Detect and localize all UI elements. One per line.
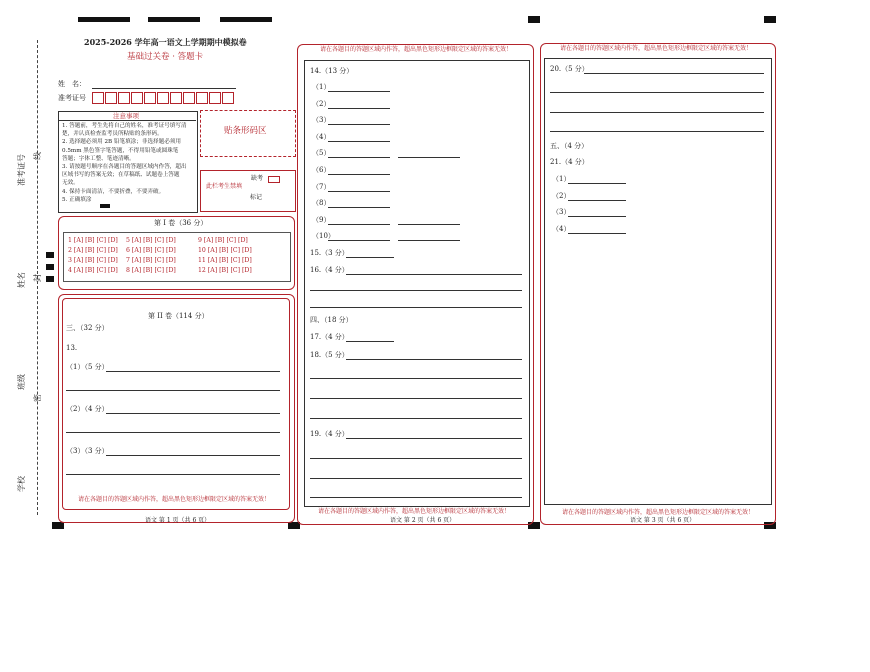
- answer-line[interactable]: [550, 92, 764, 93]
- absent-box: [200, 170, 296, 212]
- absent-forbidden-label: 此栏考生禁填: [206, 183, 243, 190]
- timing-mark: [148, 17, 200, 22]
- answer-line[interactable]: [346, 341, 394, 342]
- q14-sub-label: （5）: [312, 149, 331, 158]
- id-cell[interactable]: [118, 92, 130, 104]
- timing-mark: [52, 522, 64, 529]
- warning-text: 请在各题目的答题区域内作答，超出黑色矩形边框限定区域的答案无效！: [562, 509, 755, 516]
- answer-line[interactable]: [106, 371, 280, 372]
- q21-sub-label: （2）: [552, 191, 571, 200]
- choice-item[interactable]: 8 [A] [B] [C] [D]: [126, 267, 176, 274]
- id-cell[interactable]: [92, 92, 104, 104]
- absent-checkbox[interactable]: [268, 176, 280, 183]
- choice-item[interactable]: 2 [A] [B] [C] [D]: [68, 247, 118, 254]
- answer-line[interactable]: [310, 458, 522, 459]
- q18-label: 18.（5 分）: [310, 351, 349, 359]
- answer-line[interactable]: [568, 216, 626, 217]
- notice-item: 0.5mm 黑色签字笔答题，不得用铅笔或圆珠笔: [62, 147, 179, 154]
- choice-item[interactable]: 6 [A] [B] [C] [D]: [126, 247, 176, 254]
- q14-sub-label: （3）: [312, 116, 331, 125]
- answer-line[interactable]: [106, 455, 280, 456]
- timing-mark: [528, 16, 540, 23]
- part4-title: 四、（18 分）: [310, 316, 353, 324]
- notice-item: 楚，并认真检查监考员所粘贴的条形码。: [62, 131, 163, 138]
- q13-sub2: （2）（4 分）: [66, 405, 109, 413]
- mark-label: 标记: [250, 194, 263, 201]
- q20-label: 20.（5 分）: [550, 65, 589, 73]
- side-label-school: 学校: [17, 476, 26, 492]
- answer-line[interactable]: [328, 224, 390, 225]
- answer-line[interactable]: [310, 398, 522, 399]
- fill-sample: [100, 204, 110, 208]
- notice-item: 2. 选择题必须用 2B 铅笔填涂；非选择题必须用: [62, 139, 182, 146]
- notice-item: 4. 保持卡面清洁，不要折叠，不要弄破。: [62, 188, 165, 195]
- q19-label: 19.（4 分）: [310, 430, 349, 438]
- answer-line[interactable]: [328, 157, 390, 158]
- page-footer-2: 语文 第 2 页（共 6 页）: [390, 517, 456, 524]
- section2-title: 第 II 卷（114 分）: [148, 312, 209, 320]
- id-cell[interactable]: [105, 92, 117, 104]
- side-label-name: 姓名: [17, 272, 26, 288]
- id-cell[interactable]: [144, 92, 156, 104]
- page-title: 2025-2026 学年高一语文上学期期中模拟卷: [84, 37, 247, 47]
- timing-mark: [46, 276, 54, 282]
- notice-item: 5. 正确填涂: [62, 196, 92, 203]
- answer-line[interactable]: [328, 240, 390, 241]
- answer-line[interactable]: [398, 157, 460, 158]
- answer-line[interactable]: [398, 240, 460, 241]
- q21-sub-label: （1）: [552, 175, 571, 183]
- warning-text: 请在各题目的答题区域内作答，超出黑色矩形边框限定区域的答案无效！: [320, 46, 513, 53]
- timing-mark: [764, 16, 776, 23]
- answer-line[interactable]: [346, 257, 394, 258]
- side-label-class: 班级: [17, 374, 26, 390]
- choice-item[interactable]: 3 [A] [B] [C] [D]: [68, 257, 118, 264]
- q21-sub-label: （3）: [552, 208, 571, 216]
- name-label: 姓 名：: [58, 80, 86, 88]
- section1-title: 第 I 卷（36 分）: [154, 219, 208, 227]
- q14-sub-label: （9）: [312, 215, 331, 224]
- choice-item[interactable]: 5 [A] [B] [C] [D]: [126, 237, 176, 244]
- name-field[interactable]: [92, 88, 236, 89]
- choice-item[interactable]: 7 [A] [B] [C] [D]: [126, 257, 176, 264]
- side-label-line: 线: [33, 152, 42, 160]
- part5-title: 五、（4 分）: [550, 142, 589, 150]
- id-cell[interactable]: [183, 92, 195, 104]
- q14-sub-label: （6）: [312, 166, 331, 174]
- side-label-secret: 密: [33, 394, 42, 402]
- answer-line[interactable]: [328, 108, 390, 109]
- q14-label: 14.（13 分）: [310, 67, 354, 75]
- choice-item[interactable]: 1 [A] [B] [C] [D]: [68, 237, 118, 244]
- notice-item: 1. 答题前，考生先将自己的姓名，准考证号填写清: [62, 123, 187, 129]
- choice-item[interactable]: 10 [A] [B] [C] [D]: [198, 247, 252, 254]
- q14-sub-label: （2）: [312, 99, 331, 108]
- id-cell[interactable]: [157, 92, 169, 104]
- answer-line[interactable]: [398, 224, 460, 225]
- answer-line[interactable]: [328, 141, 390, 142]
- id-cell[interactable]: [131, 92, 143, 104]
- answer-line[interactable]: [66, 474, 280, 475]
- answer-line[interactable]: [66, 432, 280, 433]
- id-cell[interactable]: [222, 92, 234, 104]
- answer-line[interactable]: [66, 390, 280, 391]
- q13-label: 13.: [66, 344, 78, 352]
- answer-line[interactable]: [328, 174, 390, 175]
- answer-line[interactable]: [310, 290, 522, 291]
- answer-line[interactable]: [568, 233, 626, 234]
- id-cell[interactable]: [209, 92, 221, 104]
- q14-sub-label: （10）: [312, 232, 335, 241]
- q13-sub3: （3）（3 分）: [66, 447, 109, 455]
- q21-sub-label: （4）: [552, 224, 571, 233]
- answer-line[interactable]: [568, 183, 626, 184]
- q13-sub1: （1）（5 分）: [66, 363, 109, 371]
- timing-mark: [78, 17, 130, 22]
- answer-line[interactable]: [550, 112, 764, 113]
- q14-sub-label: （8）: [312, 199, 331, 208]
- answer-line[interactable]: [310, 307, 522, 308]
- page-footer-1: 语文 第 1 页（共 6 页）: [145, 517, 211, 524]
- warning-text: 请在各题目的答题区域内作答，超出黑色矩形边框限定区域的答案无效！: [318, 508, 511, 515]
- side-label-id: 准考证号: [17, 154, 26, 186]
- q17-label: 17.（4 分）: [310, 333, 349, 341]
- answer-line[interactable]: [310, 418, 522, 419]
- timing-mark: [220, 17, 272, 22]
- answer-line[interactable]: [328, 91, 390, 92]
- answer-line[interactable]: [346, 274, 522, 275]
- answer-line[interactable]: [310, 478, 522, 479]
- q14-sub-label: （4）: [312, 132, 331, 141]
- timing-mark: [46, 252, 54, 258]
- warning-text: 请在各题目的答题区域内作答，超出黑色矩形边框限定区域的答案无效！: [560, 45, 753, 52]
- choice-item[interactable]: 9 [A] [B] [C] [D]: [198, 237, 248, 244]
- q16-label: 16.（4 分）: [310, 266, 349, 274]
- warning-text: 请在各题目的答题区域内作答，超出黑色矩形边框限定区域的答案无效！: [78, 496, 271, 503]
- answer-line[interactable]: [550, 131, 764, 132]
- answer-line[interactable]: [310, 378, 522, 379]
- choice-item[interactable]: 12 [A] [B] [C] [D]: [198, 267, 252, 274]
- notice-item: 答题；字体工整、笔迹清晰。: [62, 155, 135, 162]
- q14-sub-label: （1）: [312, 83, 331, 91]
- answer-line[interactable]: [310, 497, 522, 498]
- timing-mark: [46, 264, 54, 270]
- answer-line[interactable]: [106, 413, 280, 414]
- notice-item: 无效。: [62, 180, 79, 187]
- q14-sub-label: （7）: [312, 182, 331, 191]
- column3-inner: [544, 58, 772, 505]
- id-label: 准考证号: [58, 94, 86, 102]
- page-footer-3: 语文 第 3 页（共 6 页）: [630, 517, 696, 524]
- answer-line[interactable]: [328, 207, 390, 208]
- answer-line[interactable]: [568, 200, 626, 201]
- page-subtitle: 基础过关卷 · 答题卡: [127, 52, 204, 62]
- answer-line[interactable]: [584, 73, 764, 74]
- answer-line[interactable]: [346, 359, 522, 360]
- absent-mark-label: 缺考: [251, 175, 264, 182]
- id-cell[interactable]: [196, 92, 208, 104]
- side-label-seal: 封: [33, 274, 42, 282]
- q15-label: 15.（3 分）: [310, 249, 349, 257]
- id-cell[interactable]: [170, 92, 182, 104]
- notice-item: 区域书写的答案无效；在草稿纸、试题卷上答题: [62, 172, 180, 179]
- part3-title: 三、（32 分）: [66, 324, 109, 332]
- answer-line[interactable]: [328, 124, 390, 125]
- notice-title: 注意事项: [113, 112, 139, 120]
- choice-item[interactable]: 4 [A] [B] [C] [D]: [68, 267, 118, 274]
- q21-label: 21.（4 分）: [550, 158, 589, 166]
- barcode-label: 贴条形码区: [224, 126, 267, 136]
- column2-inner: [304, 60, 530, 507]
- choice-item[interactable]: 11 [A] [B] [C] [D]: [198, 257, 252, 264]
- answer-line[interactable]: [346, 438, 522, 439]
- answer-line[interactable]: [328, 191, 390, 192]
- notice-item: 3. 请按题号顺序在各题目的答题区域内作答，超出: [62, 164, 187, 170]
